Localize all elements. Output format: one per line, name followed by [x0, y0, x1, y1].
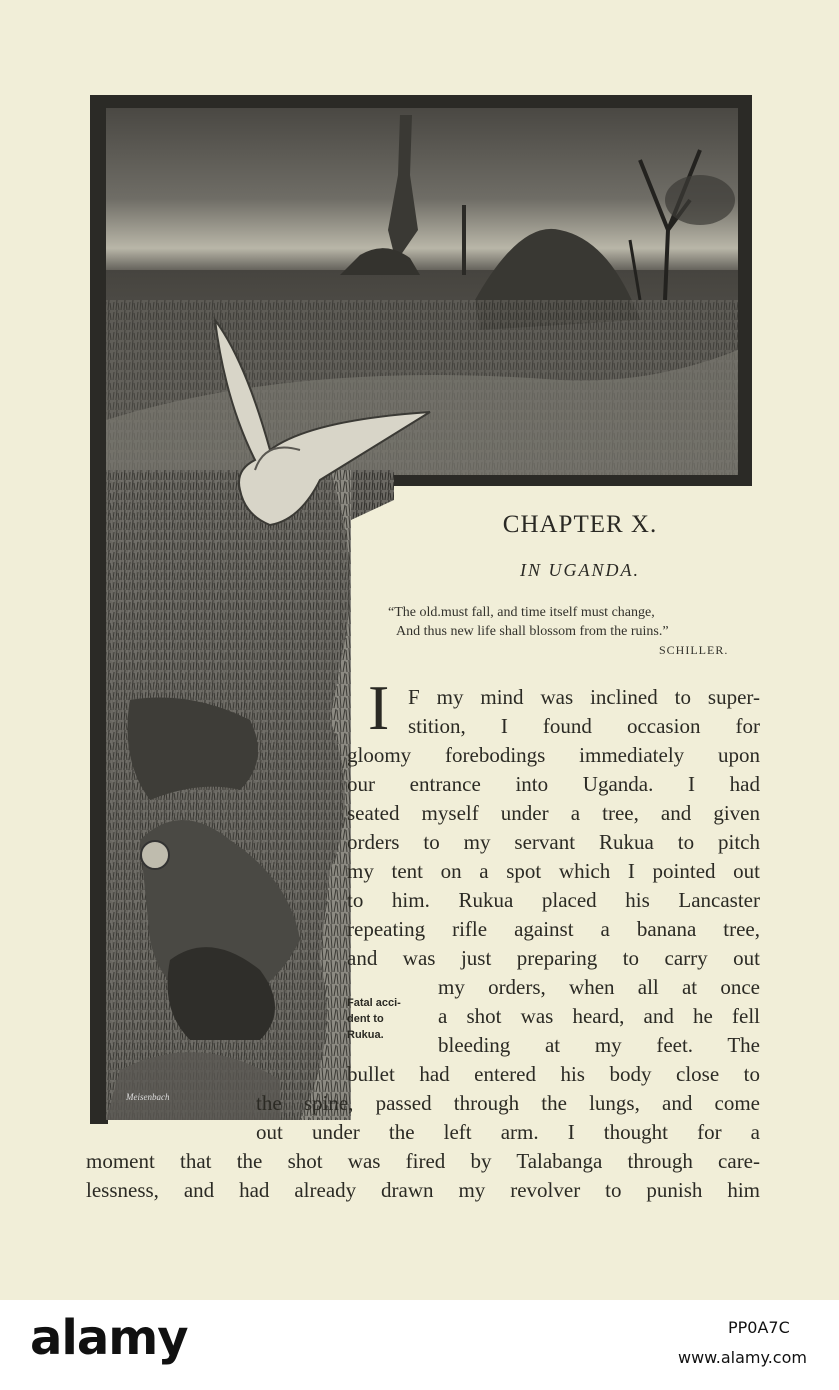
body-line: a shot was heard, and he fell: [438, 1004, 760, 1028]
sky-area: [106, 108, 738, 273]
epigraph-line-1: “The old.must fall, and time itself must change,: [388, 605, 655, 620]
drop-cap: I: [368, 672, 390, 743]
body-line: lessness, and had already drawn my revolver to punish him: [86, 1178, 760, 1202]
body-line: seated myself under a tree, and given: [347, 801, 760, 825]
body-line: bullet had entered his body close to: [347, 1062, 760, 1086]
body-line: my tent on a spot which I pointed out: [347, 859, 760, 883]
body-line: to him. Rukua placed his Lancaster: [347, 888, 760, 912]
epigraph-line-2: And thus new life shall blossom from the ruins.”: [396, 624, 669, 639]
margin-note-line: dent to: [347, 1013, 384, 1025]
body-line: our entrance into Uganda. I had: [347, 772, 760, 796]
epigraph-author: SCHILLER.: [659, 643, 729, 657]
body-line: moment that the shot was fired by Talabanga through care-: [86, 1149, 760, 1173]
body-line: out under the left arm. I thought for a: [256, 1120, 760, 1144]
body-line: my orders, when all at once: [438, 975, 760, 999]
alamy-logo: alamy: [30, 1310, 188, 1366]
chapter-subtitle: IN UGANDA.: [520, 560, 640, 580]
margin-note-line: Fatal acci-: [347, 997, 401, 1009]
illustration-signature: Meisenbach: [126, 1092, 170, 1102]
body-line: gloomy forebodings immediately upon: [347, 743, 760, 767]
margin-note: [347, 995, 401, 1043]
alamy-url: www.alamy.com: [678, 1348, 807, 1367]
chapter-title: CHAPTER X.: [502, 511, 658, 538]
body-line: stition, I found occasion for: [408, 714, 760, 738]
body-line: bleeding at my feet. The: [438, 1033, 760, 1057]
body-line: the spine, passed through the lungs, and come: [256, 1091, 760, 1115]
body-line: and was just preparing to carry out: [347, 946, 760, 970]
body-line: repeating rifle against a banana tree,: [347, 917, 760, 941]
image-id: PP0A7C: [728, 1318, 790, 1337]
body-line: F my mind was inclined to super-: [408, 685, 760, 709]
margin-note-line: Rukua.: [347, 1029, 384, 1041]
body-line: orders to my servant Rukua to pitch: [347, 830, 760, 854]
